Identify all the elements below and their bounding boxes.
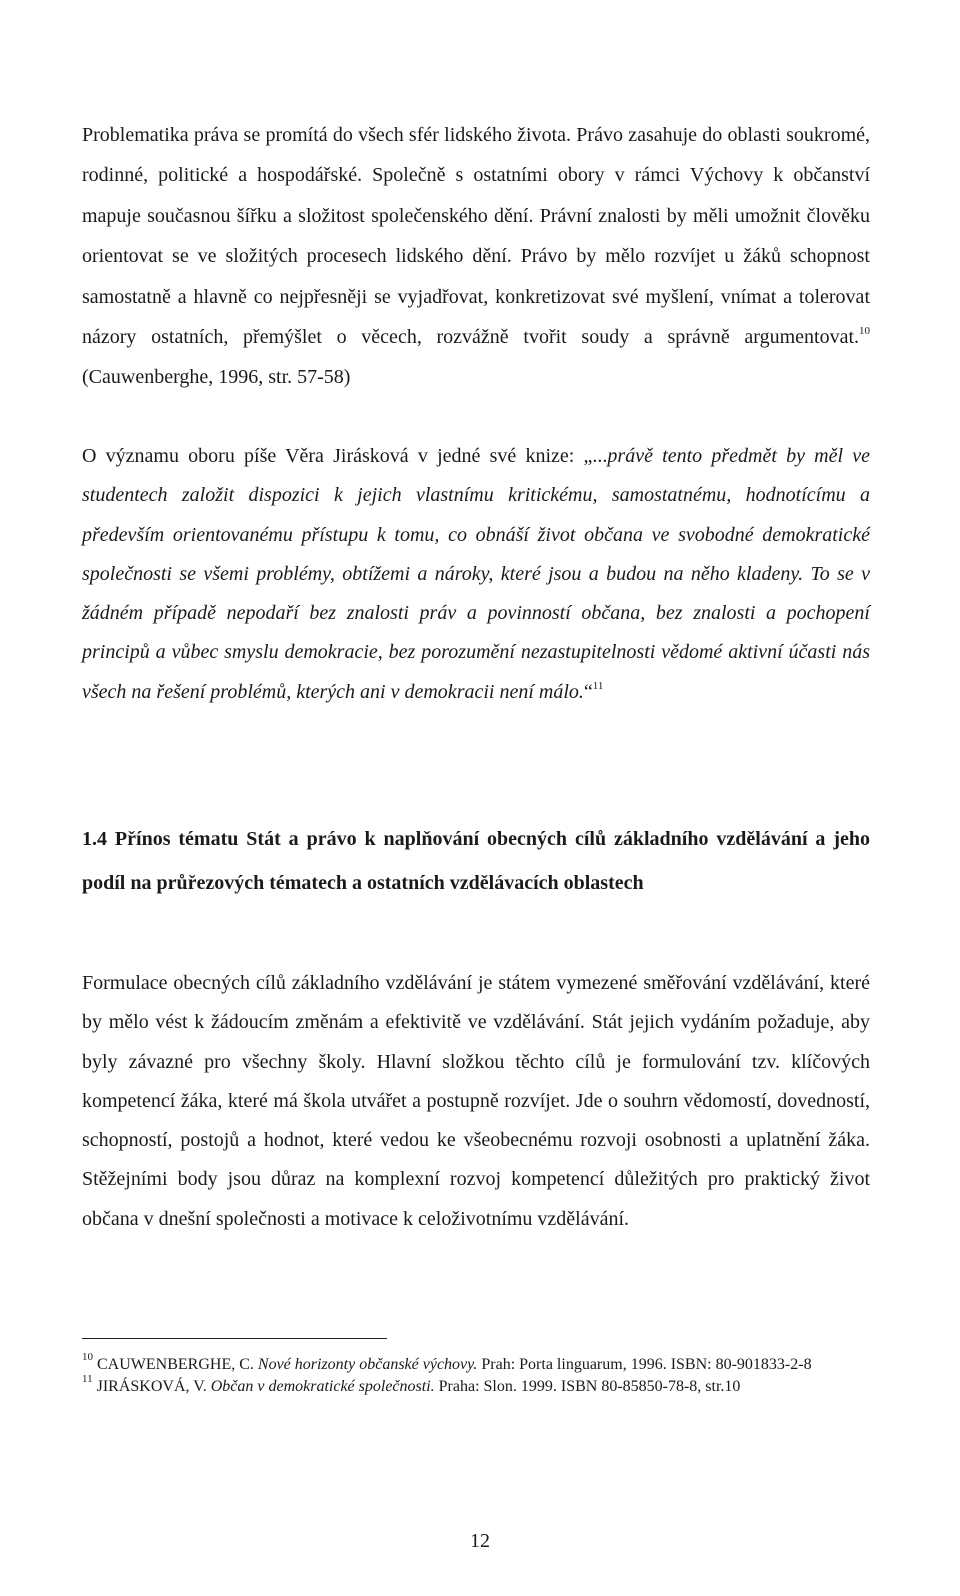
- footnote-10: [82, 1351, 870, 1376]
- footnote-11: [82, 1373, 870, 1398]
- footnote-author: CAUWENBERGHE, C.: [97, 1356, 254, 1373]
- section-heading: 1.4 Přínos tématu Stát a právo k naplňování obecných cílů základního vzdělávání a jeho podíl na průřezových tématech a ostatních vzdělávacích oblastech: [82, 828, 870, 894]
- citation: (Cauwenberghe, 1996, str. 57-58): [82, 366, 351, 389]
- footnote-details: Praha: Slon. 1999. ISBN 80-85850-78-8, str.10: [438, 1378, 741, 1395]
- page-number: 12: [470, 1530, 490, 1552]
- paragraph-jiraskova-quote: [82, 437, 870, 712]
- quote-intro: O významu oboru píše Věra Jirásková v jedné své knize: „...: [82, 445, 608, 467]
- paragraph-law-in-society: [82, 115, 870, 398]
- paragraph-text: Problematika práva se promítá do všech sfér lidského života. Právo zasahuje do oblasti soukromé, rodinné, politické a hospodářské. Společně s ostatními obory v rámci Výchovy k občanství mapuje současnou šířku a složitost společenského dění. Právní znalosti by měli umožnit člověku orientovat se ve složitých procesech lidského dění. Právo by mělo rozvíjet u žáků schopnost samostatně a hlavně co nejpřesněji se vyjadřovat, konkretizovat své myšlení, vnímat a tolerovat názory ostatních, přemýšlet o věcech, rozvážně tvořit soudy a správně argumentovat.: [82, 124, 870, 349]
- footnote-number: 10: [82, 1351, 93, 1363]
- footnote-title: Nové horizonty občanské výchovy.: [257, 1356, 478, 1373]
- footnote-details: Prah: Porta linguarum, 1996. ISBN: 80-901833-2-8: [481, 1356, 812, 1373]
- footnote-divider: [82, 1338, 387, 1339]
- footnote-ref: 10: [859, 325, 870, 338]
- footnote-author: JIRÁSKOVÁ, V.: [96, 1378, 207, 1395]
- paragraph-education-goals: Formulace obecných cílů základního vzdělávání je státem vymezené směřování vzdělávání, které by mělo vést k žádoucím změnám a efektivitě ve vzdělávání. Stát jejich vydáním požaduje, aby byly závazné pro všechny školy. Hlavní složkou těchto cílů je formulování tzv. klíčových kompetencí žáka, které má škola utvářet a postupně rozvíjet. Jde o souhrn vědomostí, dovedností, schopností, postojů a hodnot, které vedou ke všeobecnému rozvoji osobnosti a uplatnění žáka. Stěžejními body jsou důraz na komplexní rozvoj kompetencí důležitých pro praktický život občana v dnešní společnosti a motivace k celoživotnímu vzdělávání.: [82, 972, 870, 1230]
- footnote-number: 11: [82, 1373, 93, 1385]
- footnote-title: Občan v demokratické společnosti.: [210, 1378, 435, 1395]
- footnotes: [82, 1351, 870, 1398]
- quote-text: právě tento předmět by měl ve studentech založit dispozici k jejich vlastnímu kritickému, samostatnému, hodnotícímu a především orientovanému přístupu k tomu, co obnáší život občana ve svobodné demokratické společnosti se všemi problémy, obtížemi a nároky, které jsou a budou na něho kladeny. To se v žádném případě nepodaří bez znalosti práv a povinností občana, bez znalosti a pochopení principů a vůbec smyslu demokracie, bez porozumění nezastupitelnosti vědomé aktivní účasti nás všech na řešení problémů, kterých ani v demokracii není málo.: [82, 445, 870, 703]
- quote-close: “: [583, 680, 593, 703]
- footnote-ref: 11: [592, 679, 604, 692]
